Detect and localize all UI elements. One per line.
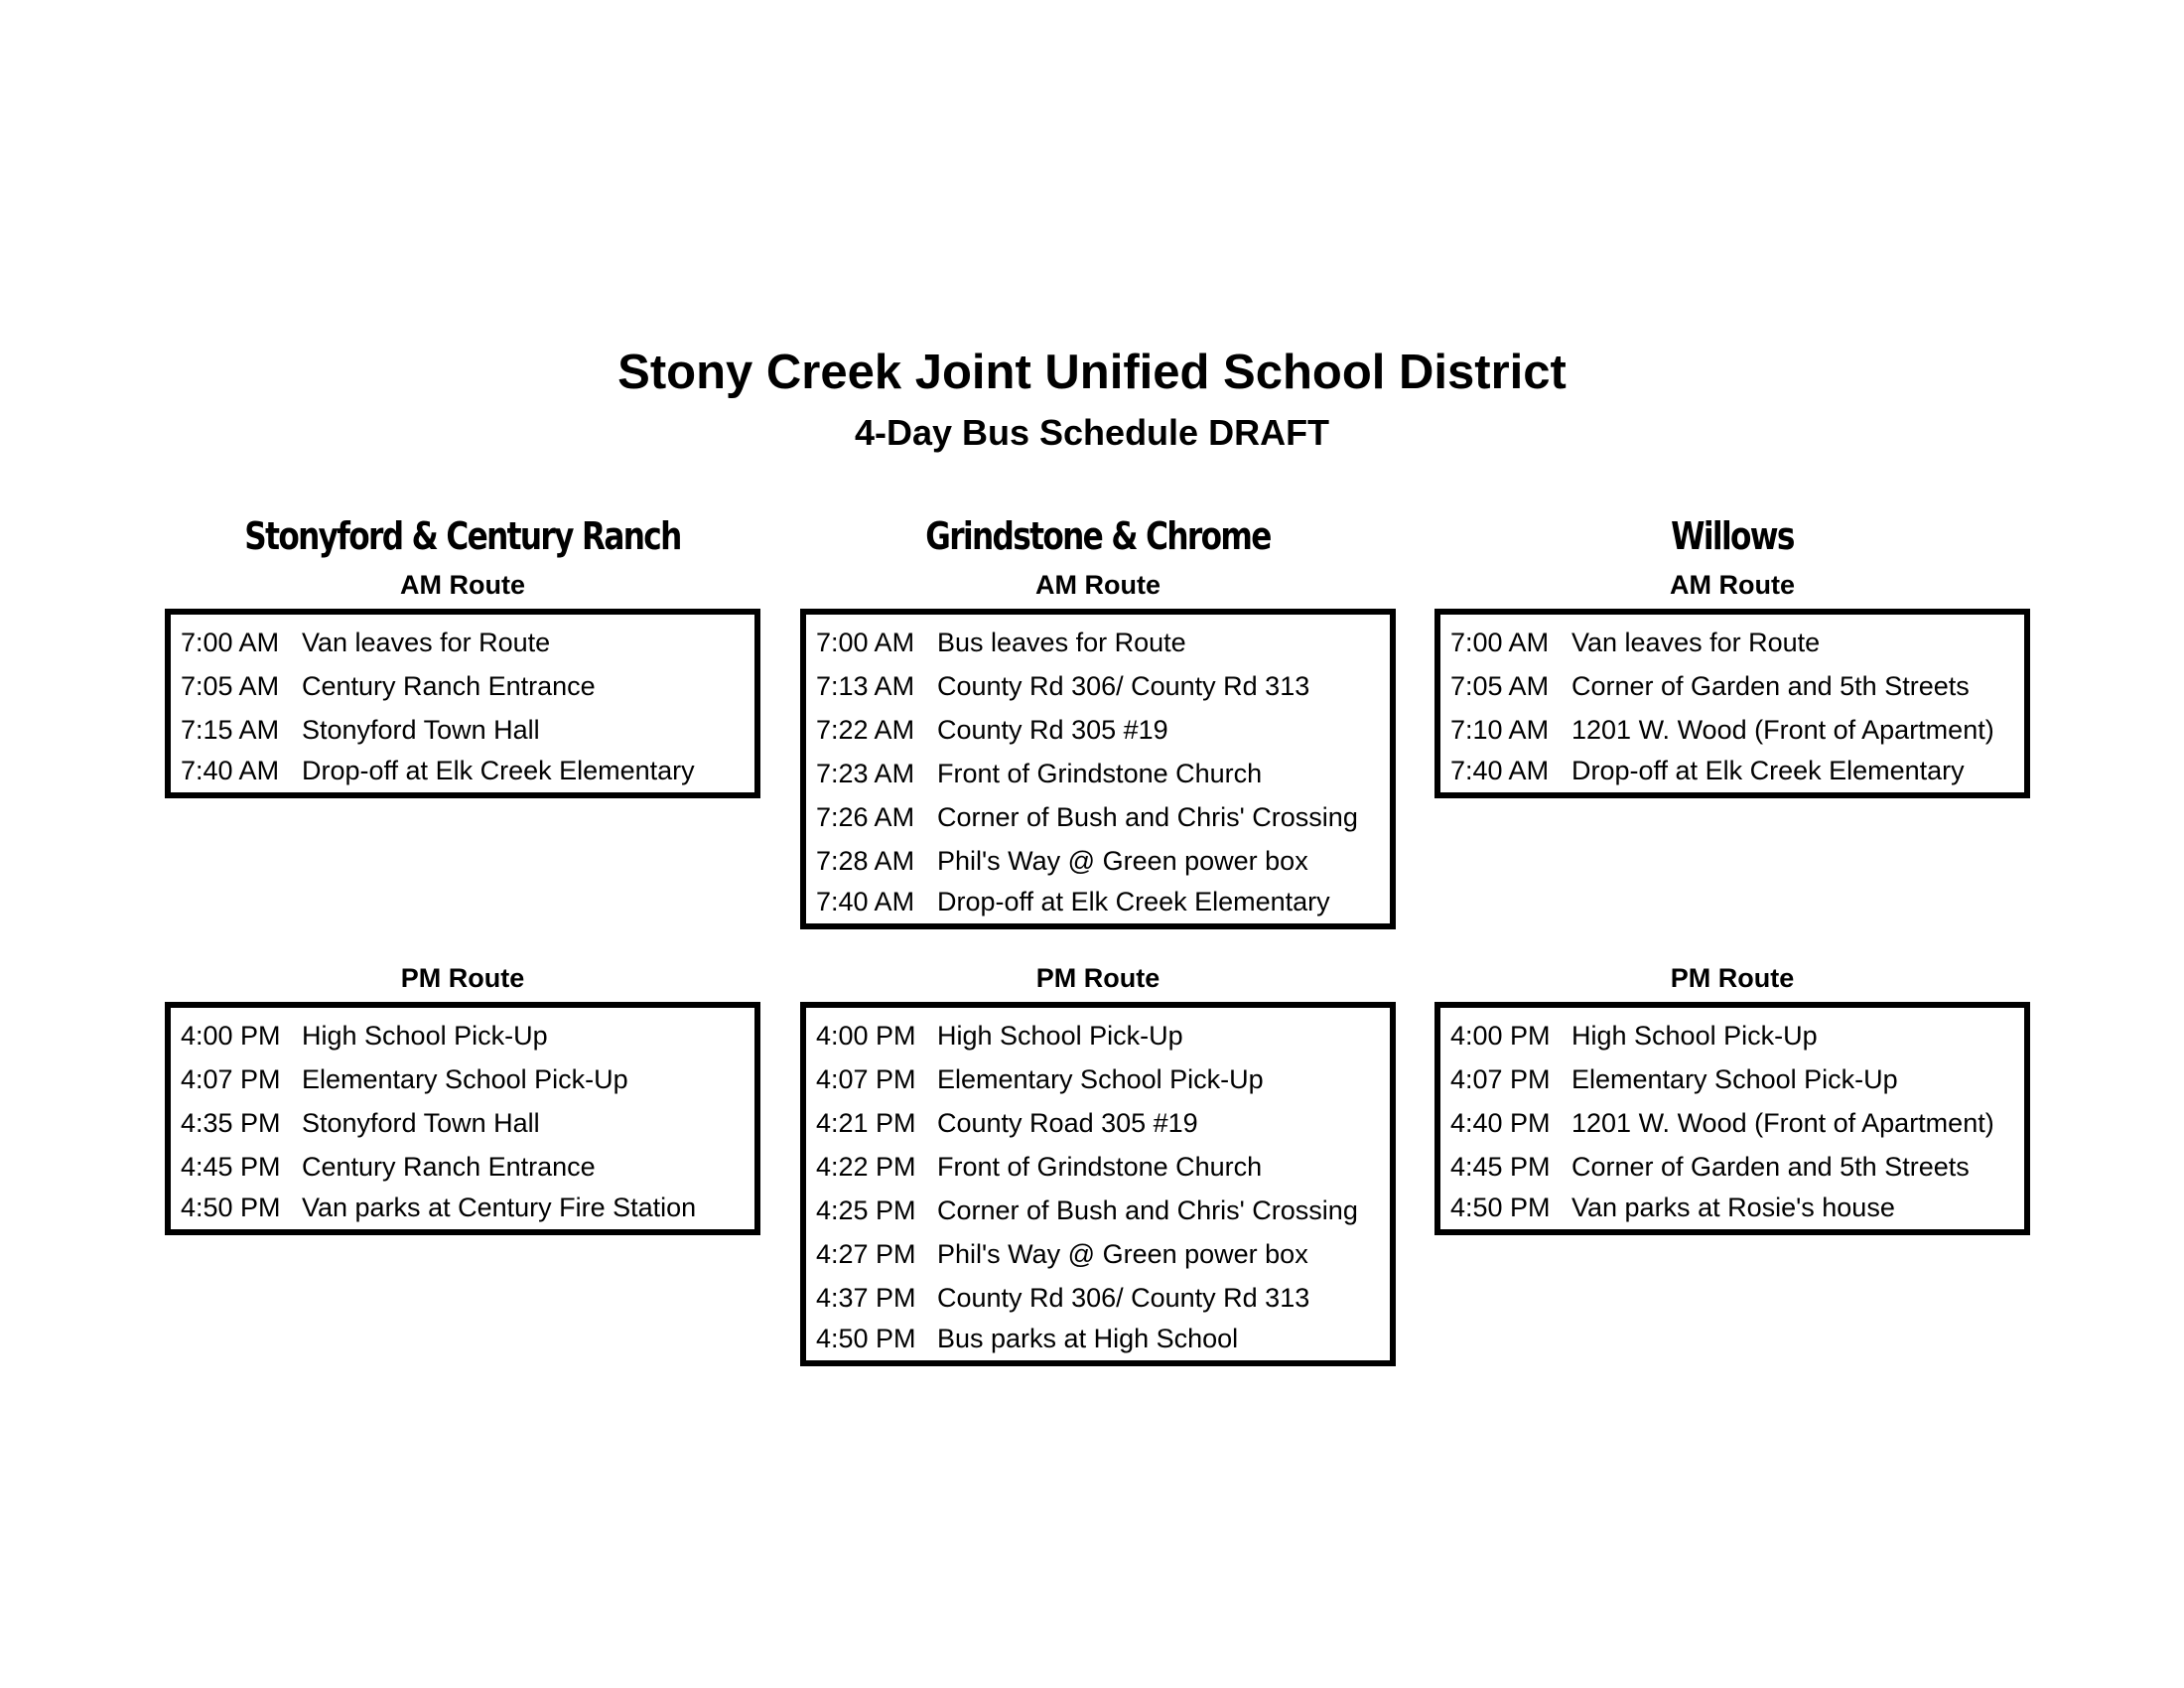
schedule-row <box>171 1057 754 1101</box>
stop-location: Van leaves for Route <box>1571 627 1821 657</box>
stop-time: 7:00 AM <box>181 627 280 657</box>
stop-location: Bus parks at High School <box>937 1323 1239 1353</box>
stop-location: Elementary School Pick-Up <box>1571 1063 1898 1094</box>
stop-location: Front of Grindstone Church <box>937 1151 1263 1182</box>
stop-time: 4:45 PM <box>1450 1151 1551 1182</box>
schedule-row <box>171 1101 754 1145</box>
stop-location: Century Ranch Entrance <box>302 1151 596 1182</box>
stop-location: County Rd 306/ County Rd 313 <box>937 1282 1310 1313</box>
stop-location: County Road 305 #19 <box>937 1107 1198 1138</box>
stop-time: 7:00 AM <box>816 627 915 657</box>
stop-location: Bus leaves for Route <box>937 627 1186 657</box>
stop-time: 4:50 PM <box>1450 1192 1551 1222</box>
schedule-row <box>1440 1014 2024 1057</box>
stop-location: Corner of Bush and Chris' Crossing <box>937 1195 1358 1225</box>
schedule-row <box>806 1189 1390 1232</box>
schedule-row <box>1440 708 2024 752</box>
stop-time: 7:40 AM <box>816 886 915 916</box>
stop-time: 7:28 AM <box>816 845 915 876</box>
schedule-row <box>171 664 754 708</box>
document-title: Stony Creek Joint Unified School District <box>617 346 1567 399</box>
stop-time: 7:00 AM <box>1450 627 1550 657</box>
stop-location: Drop-off at Elk Creek Elementary <box>937 886 1330 916</box>
stop-time: 7:40 AM <box>181 755 280 785</box>
stop-location: Drop-off at Elk Creek Elementary <box>302 755 695 785</box>
stop-time: 4:22 PM <box>816 1151 916 1182</box>
stop-time: 7:26 AM <box>816 801 915 832</box>
stop-location: Corner of Bush and Chris' Crossing <box>937 801 1358 832</box>
am-route-label: AM Route <box>1670 570 1795 600</box>
stop-time: 4:45 PM <box>181 1151 281 1182</box>
schedule-row <box>1440 664 2024 708</box>
schedule-row <box>806 795 1390 839</box>
stop-time: 7:15 AM <box>181 714 280 745</box>
schedule-row <box>1440 1057 2024 1101</box>
schedule-row <box>806 621 1390 664</box>
stop-location: High School Pick-Up <box>1571 1020 1818 1051</box>
stop-time: 4:00 PM <box>1450 1020 1551 1051</box>
stop-time: 4:50 PM <box>816 1323 916 1353</box>
stop-location: Stonyford Town Hall <box>302 714 540 745</box>
stop-location: County Rd 306/ County Rd 313 <box>937 670 1310 701</box>
schedule-row <box>806 883 1390 920</box>
stop-location: Front of Grindstone Church <box>937 758 1263 788</box>
stop-location: Stonyford Town Hall <box>302 1107 540 1138</box>
schedule-row <box>171 1145 754 1189</box>
stop-time: 4:25 PM <box>816 1195 916 1225</box>
stop-location: Van parks at Rosie's house <box>1571 1192 1895 1222</box>
pm-route-label: PM Route <box>1670 963 1795 993</box>
pm-schedule-box <box>800 1002 1396 1366</box>
schedule-row <box>171 1189 754 1226</box>
am-schedule-box <box>1434 609 2030 798</box>
schedule-row <box>1440 1189 2024 1226</box>
stop-location: High School Pick-Up <box>937 1020 1183 1051</box>
schedule-row <box>1440 1145 2024 1189</box>
schedule-row <box>806 1232 1390 1276</box>
stop-time: 7:40 AM <box>1450 755 1550 785</box>
stop-time: 4:27 PM <box>816 1238 916 1269</box>
stop-location: 1201 W. Wood (Front of Apartment) <box>1571 1107 1994 1138</box>
stop-location: County Rd 305 #19 <box>937 714 1168 745</box>
stop-time: 4:50 PM <box>181 1192 281 1222</box>
stop-time: 4:07 PM <box>1450 1063 1551 1094</box>
schedule-row <box>806 1101 1390 1145</box>
schedule-row <box>171 1014 754 1057</box>
stop-time: 4:21 PM <box>816 1107 916 1138</box>
stop-time: 7:13 AM <box>816 670 915 701</box>
am-schedule-box <box>165 609 760 798</box>
am-schedule-box <box>800 609 1396 929</box>
pm-route-label: PM Route <box>1035 963 1160 993</box>
stop-location: Corner of Garden and 5th Streets <box>1571 1151 1970 1182</box>
stop-time: 7:05 AM <box>1450 670 1550 701</box>
schedule-row <box>1440 752 2024 789</box>
schedule-row <box>1440 621 2024 664</box>
stop-location: Century Ranch Entrance <box>302 670 596 701</box>
schedule-row <box>806 1014 1390 1057</box>
stop-location: Elementary School Pick-Up <box>937 1063 1264 1094</box>
stop-time: 4:37 PM <box>816 1282 916 1313</box>
stop-location: Van leaves for Route <box>302 627 551 657</box>
route-name: Grindstone & Chrome <box>925 514 1271 558</box>
am-route-label: AM Route <box>1035 570 1160 600</box>
stop-location: Drop-off at Elk Creek Elementary <box>1571 755 1965 785</box>
stop-time: 4:00 PM <box>816 1020 916 1051</box>
stop-time: 4:40 PM <box>1450 1107 1551 1138</box>
stop-location: Phil's Way @ Green power box <box>937 1238 1308 1269</box>
pm-route-label: PM Route <box>400 963 525 993</box>
schedule-row <box>806 839 1390 883</box>
route-name: Willows <box>1671 514 1794 558</box>
stop-time: 7:22 AM <box>816 714 915 745</box>
route-name: Stonyford & Century Ranch <box>244 514 681 558</box>
schedule-row <box>806 708 1390 752</box>
stop-location: Phil's Way @ Green power box <box>937 845 1308 876</box>
stop-time: 4:00 PM <box>181 1020 281 1051</box>
schedule-row <box>171 621 754 664</box>
stop-location: High School Pick-Up <box>302 1020 548 1051</box>
schedule-row <box>806 1320 1390 1357</box>
schedule-row <box>806 752 1390 795</box>
pm-schedule-box <box>165 1002 760 1235</box>
stop-time: 4:07 PM <box>181 1063 281 1094</box>
stop-time: 7:23 AM <box>816 758 915 788</box>
pm-schedule-box <box>1434 1002 2030 1235</box>
schedule-row <box>806 1145 1390 1189</box>
document-subtitle: 4-Day Bus Schedule DRAFT <box>854 412 1330 453</box>
stop-time: 7:05 AM <box>181 670 280 701</box>
am-route-label: AM Route <box>400 570 525 600</box>
schedule-row <box>1440 1101 2024 1145</box>
stop-location: Corner of Garden and 5th Streets <box>1571 670 1970 701</box>
schedule-row <box>806 664 1390 708</box>
schedule-row <box>171 752 754 789</box>
stop-location: Van parks at Century Fire Station <box>302 1192 697 1222</box>
schedule-row <box>806 1057 1390 1101</box>
stop-location: Elementary School Pick-Up <box>302 1063 628 1094</box>
stop-time: 4:35 PM <box>181 1107 281 1138</box>
stop-location: 1201 W. Wood (Front of Apartment) <box>1571 714 1994 745</box>
schedule-row <box>806 1276 1390 1320</box>
schedule-row <box>171 708 754 752</box>
stop-time: 7:10 AM <box>1450 714 1550 745</box>
stop-time: 4:07 PM <box>816 1063 916 1094</box>
